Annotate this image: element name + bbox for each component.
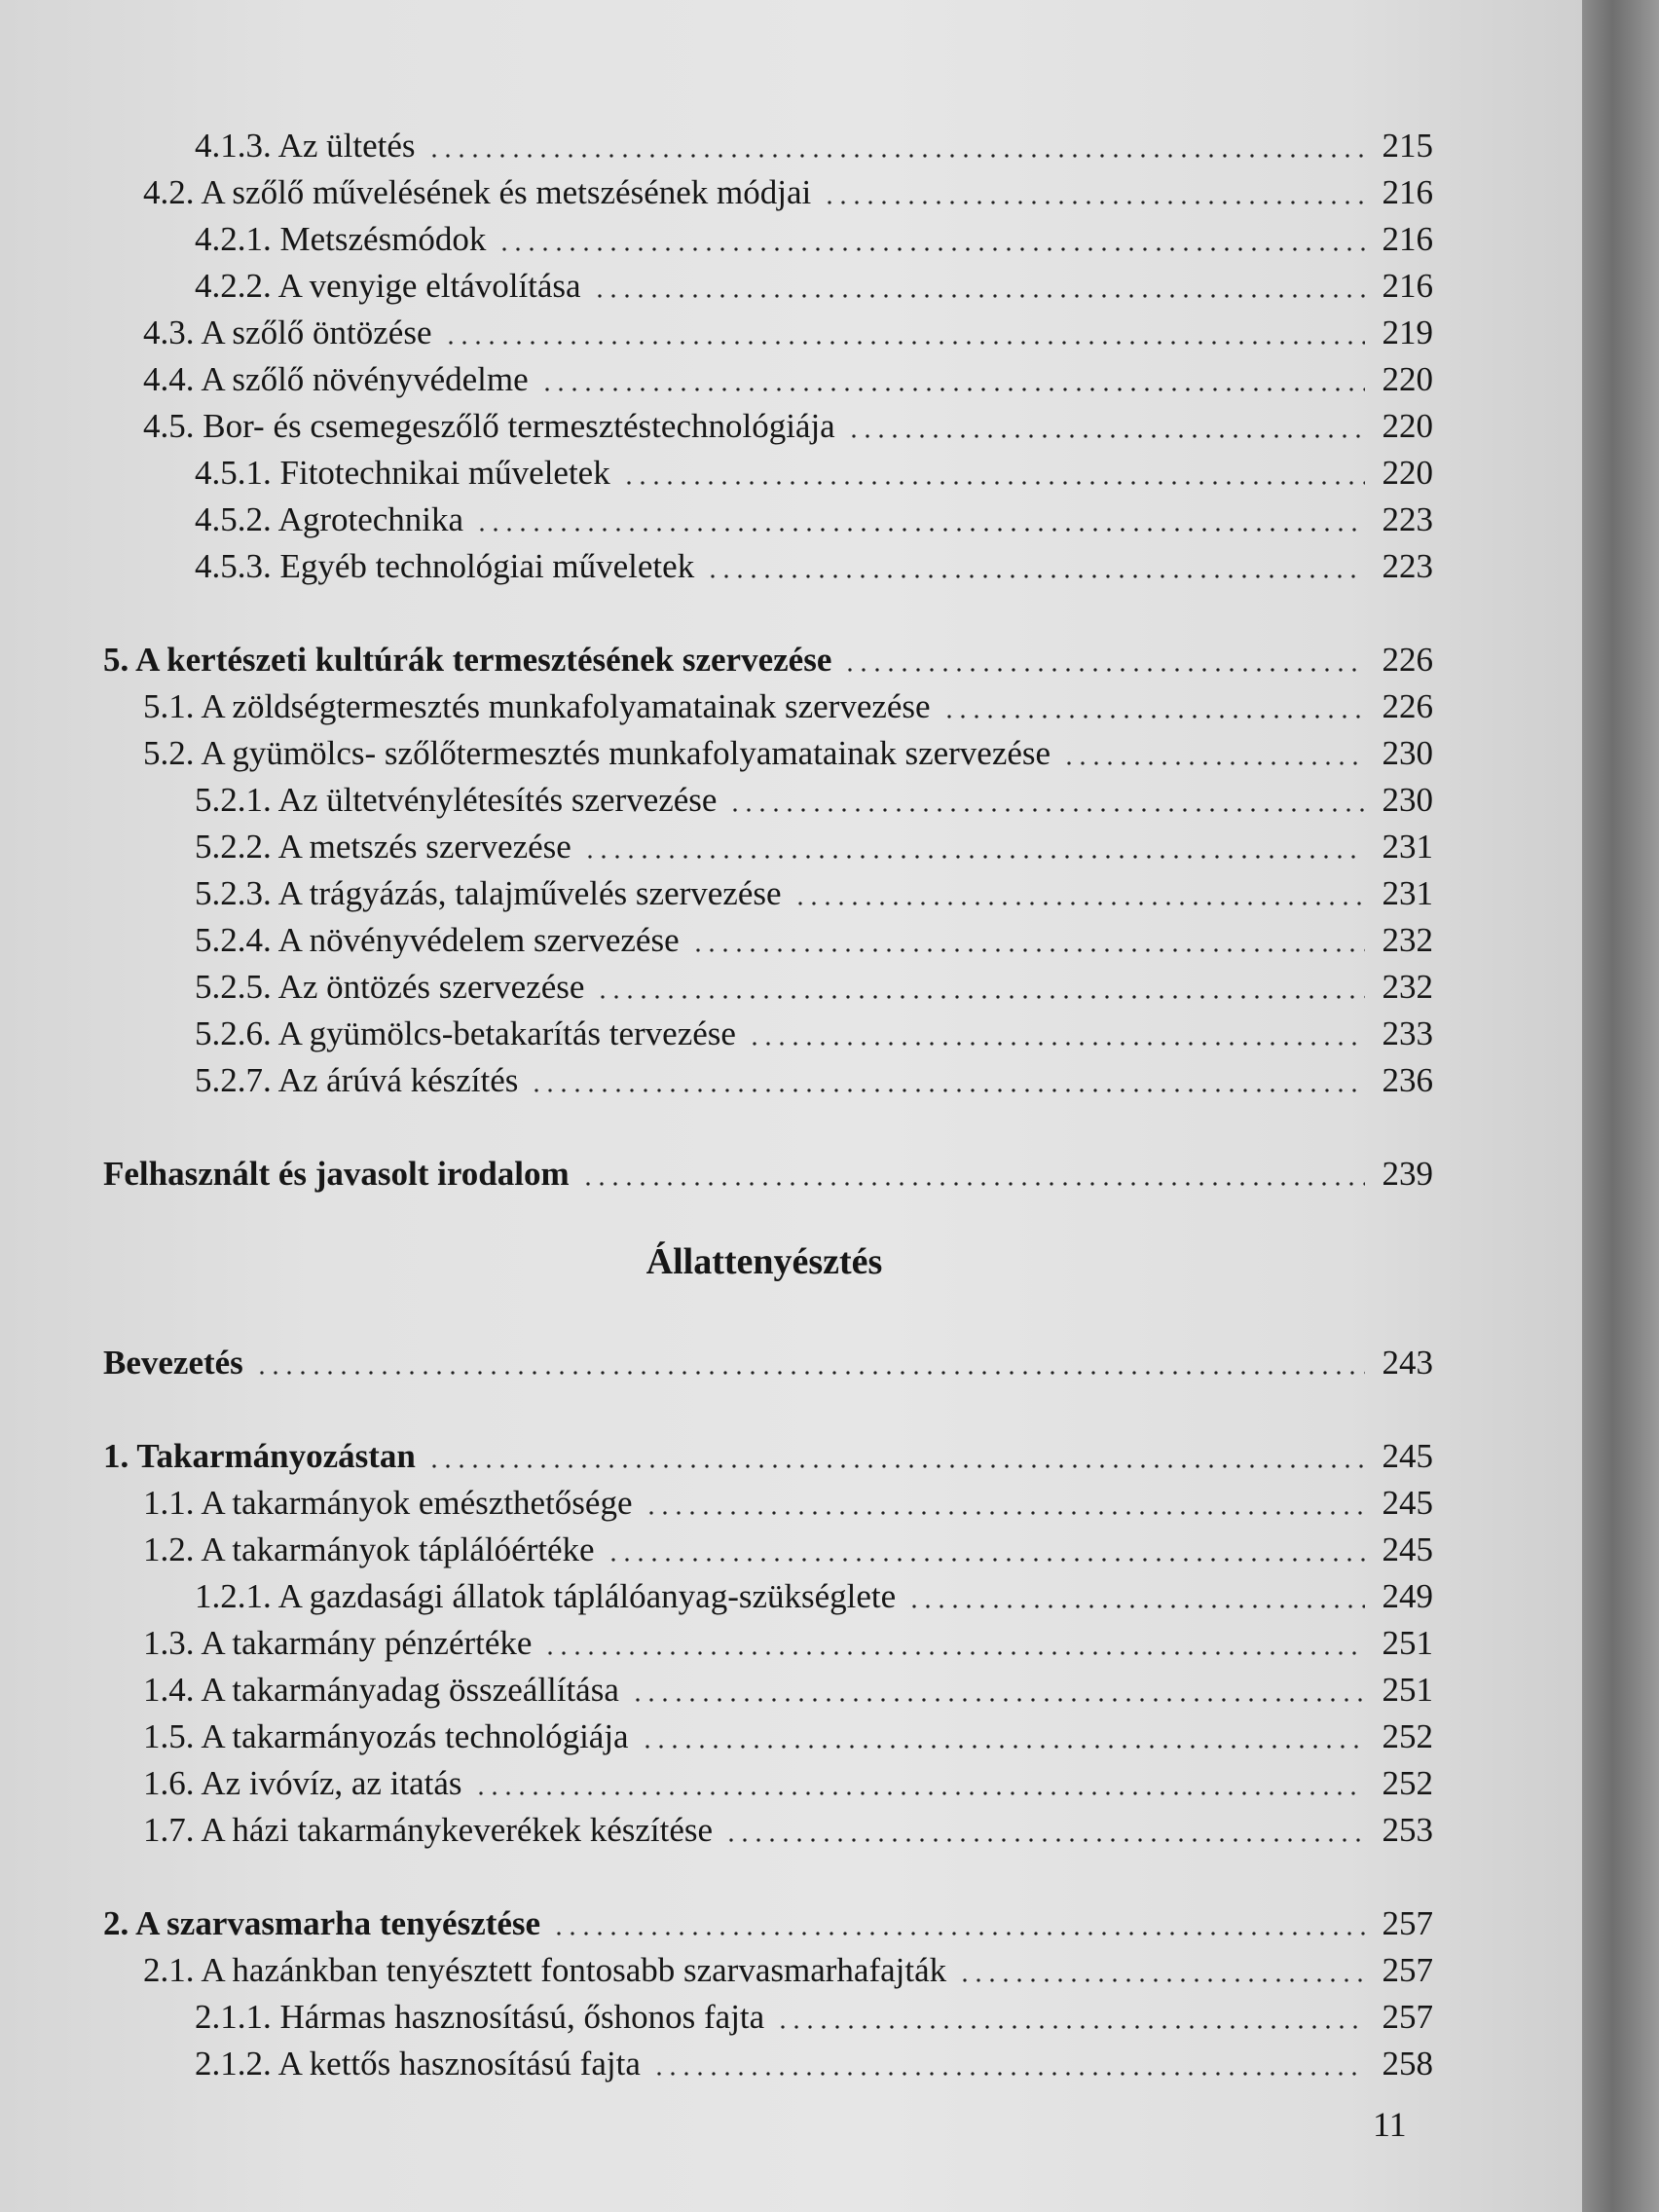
- dot-leader: [543, 1650, 1365, 1656]
- toc-entry-title: 4.2. A szőlő művelésének és metszésének módjai: [143, 173, 812, 211]
- toc-entry: [143, 1715, 1433, 1758]
- dot-leader: [641, 1744, 1365, 1750]
- toc-entry-title: 4.2.1. Metszésmódok: [195, 220, 487, 258]
- dot-leader: [474, 1790, 1365, 1796]
- toc-entry-page: 252: [1382, 1764, 1433, 1802]
- toc-entry-title: 1. Takarmányozástan: [103, 1437, 416, 1475]
- toc-entry-page: 216: [1382, 173, 1433, 211]
- dot-leader: [607, 1557, 1365, 1563]
- toc-entry: [195, 2043, 1433, 2085]
- toc-entry-title: 4.2.2. A venyige eltávolítása: [195, 267, 581, 305]
- toc-entry-title: 4.3. A szőlő öntözése: [143, 313, 432, 351]
- toc-entry-page: 251: [1382, 1671, 1433, 1709]
- dot-leader: [823, 200, 1365, 205]
- dot-leader: [583, 854, 1365, 860]
- toc-entry-page: 243: [1382, 1344, 1433, 1382]
- toc-entry: [143, 1482, 1433, 1525]
- toc-entry: [143, 1622, 1433, 1665]
- toc-entry: [195, 826, 1433, 868]
- toc-entry-title: 1.7. A házi takarmánykeverékek készítése: [143, 1811, 714, 1849]
- toc-entry-page: 257: [1382, 1998, 1433, 2036]
- toc-entry: [195, 452, 1433, 495]
- toc-entry-page: 230: [1382, 734, 1433, 772]
- toc-entry: [195, 1013, 1433, 1055]
- dot-leader: [843, 667, 1365, 673]
- toc-entry-page: 220: [1382, 407, 1433, 445]
- toc-entry: [143, 1669, 1433, 1712]
- toc-entry-title: 4.5.1. Fitotechnikai műveletek: [195, 454, 610, 492]
- dot-leader: [847, 433, 1365, 439]
- toc-entry-page: 232: [1382, 968, 1433, 1006]
- toc-entry: [143, 685, 1433, 728]
- toc-entry-page: 233: [1382, 1014, 1433, 1052]
- dot-leader: [728, 807, 1365, 813]
- dot-leader: [645, 1510, 1366, 1516]
- toc-entry-title: 5.1. A zöldségtermesztés munkafolyamatainak szervezése: [143, 687, 931, 725]
- dot-leader: [691, 947, 1365, 953]
- toc-entry-page: 215: [1382, 127, 1433, 165]
- toc-entry-page: 226: [1382, 641, 1433, 679]
- toc-entry-page: 220: [1382, 360, 1433, 398]
- dot-leader: [596, 994, 1365, 1000]
- toc-entry: [103, 1902, 1433, 1945]
- toc-entry-page: 232: [1382, 921, 1433, 959]
- toc-entry-page: 231: [1382, 874, 1433, 912]
- dot-leader: [748, 1041, 1365, 1047]
- toc-entry-page: 230: [1382, 781, 1433, 819]
- toc-entry-page: 245: [1382, 1530, 1433, 1568]
- dot-leader: [942, 714, 1365, 719]
- toc-entry: [195, 218, 1433, 261]
- toc-entry-title: Bevezetés: [103, 1344, 243, 1382]
- toc-entry-page: 251: [1382, 1624, 1433, 1662]
- toc-entry-page: 253: [1382, 1811, 1433, 1849]
- book-binding: [1582, 0, 1659, 2212]
- toc-entry-page: 245: [1382, 1484, 1433, 1522]
- toc-entry-title: 1.2.1. A gazdasági állatok táplálóanyag-szükséglete: [195, 1577, 897, 1615]
- toc-entry: [143, 1529, 1433, 1571]
- toc-entry-title: 4.4. A szőlő növényvédelme: [143, 360, 529, 398]
- dot-leader: [907, 1604, 1365, 1609]
- toc-entry-page: 249: [1382, 1577, 1433, 1615]
- toc-entry-page: 236: [1382, 1061, 1433, 1099]
- toc-entry: [103, 1435, 1433, 1478]
- dot-leader: [540, 387, 1365, 392]
- toc-entry: [143, 405, 1433, 448]
- toc-entry-page: 216: [1382, 220, 1433, 258]
- dot-leader: [552, 1931, 1365, 1936]
- toc-entry-title: 5. A kertészeti kultúrák termesztésének szervezése: [103, 641, 832, 679]
- toc-entry-title: 1.6. Az ivóvíz, az itatás: [143, 1764, 462, 1802]
- toc-entry-page: 257: [1382, 1904, 1433, 1942]
- toc-entry: [143, 358, 1433, 401]
- toc-entry: [195, 779, 1433, 822]
- toc-entry-page: 219: [1382, 313, 1433, 351]
- toc-entry-title: 4.5. Bor- és csemegeszőlő termesztéstechnológiája: [143, 407, 835, 445]
- toc-entry: [103, 1342, 1433, 1384]
- toc-entry-title: 2.1. A hazánkban tenyésztett fontosabb szarvasmarhafajták: [143, 1951, 947, 1989]
- toc-entry: [143, 1949, 1433, 1992]
- toc-entry-title: 1.3. A takarmány pénzértéke: [143, 1624, 533, 1662]
- toc-entry: [195, 919, 1433, 962]
- toc-entry-title: 5.2.1. Az ültetvénylétesítés szervezése: [195, 781, 718, 819]
- toc-entry-page: 231: [1382, 828, 1433, 866]
- toc-entry-title: 2. A szarvasmarha tenyésztése: [103, 1904, 541, 1942]
- dot-leader: [444, 340, 1366, 346]
- toc-entry: [195, 125, 1433, 167]
- toc-entry: [143, 1762, 1433, 1805]
- toc-entry-page: 223: [1382, 500, 1433, 538]
- toc-entry-page: 216: [1382, 267, 1433, 305]
- toc-entry-page: 226: [1382, 687, 1433, 725]
- dot-leader: [475, 527, 1365, 533]
- toc-entry: [195, 265, 1433, 308]
- toc-entry-title: 1.2. A takarmányok táplálóértéke: [143, 1530, 595, 1568]
- dot-leader: [581, 1181, 1365, 1187]
- toc-entry-title: 5.2.5. Az öntözés szervezése: [195, 968, 585, 1006]
- toc-entry-title: 4.5.3. Egyéb technológiai műveletek: [195, 547, 695, 585]
- toc-entry: [143, 171, 1433, 214]
- dot-leader: [724, 1837, 1365, 1843]
- toc-entry: [143, 732, 1433, 775]
- dot-leader: [706, 573, 1365, 579]
- toc-entry-title: 1.1. A takarmányok emészthetősége: [143, 1484, 633, 1522]
- toc-entry-title: 4.1.3. Az ültetés: [195, 127, 416, 165]
- toc-entry-title: 1.5. A takarmányozás technológiája: [143, 1717, 629, 1755]
- toc-entry: [143, 1809, 1433, 1852]
- toc-entry-title: 2.1.1. Hármas hasznosítású, őshonos fajta: [195, 1998, 765, 2036]
- dot-leader: [593, 293, 1365, 299]
- toc-entry: [195, 545, 1433, 588]
- dot-leader: [427, 1463, 1365, 1469]
- toc-entry: [195, 1575, 1433, 1618]
- toc-entry-page: 252: [1382, 1717, 1433, 1755]
- toc-entry-title: 5.2.4. A növényvédelem szervezése: [195, 921, 680, 959]
- toc-entry-page: 258: [1382, 2045, 1433, 2083]
- toc-entry-title: 5.2. A gyümölcs- szőlőtermesztés munkafolyamatainak szervezése: [143, 734, 1051, 772]
- dot-leader: [498, 246, 1365, 252]
- dot-leader: [776, 2024, 1365, 2030]
- section-title: Állattenyésztés: [645, 1241, 883, 1282]
- dot-leader: [652, 2071, 1365, 2077]
- page-number: 11: [1373, 2105, 1407, 2144]
- dot-leader: [530, 1088, 1365, 1093]
- toc-entry: [195, 966, 1433, 1009]
- toc-entry-title: 1.4. A takarmányadag összeállítása: [143, 1671, 619, 1709]
- dot-leader: [958, 1977, 1365, 1983]
- toc-entry: [195, 498, 1433, 541]
- toc-entry-title: 2.1.2. A kettős hasznosítású fajta: [195, 2045, 641, 2083]
- toc-entry-title: 5.2.6. A gyümölcs-betakarítás tervezése: [195, 1014, 736, 1052]
- dot-leader: [255, 1370, 1365, 1376]
- dot-leader: [622, 480, 1365, 486]
- toc-entry: [143, 312, 1433, 354]
- toc-entry-title: 5.2.7. Az árúvá készítés: [195, 1061, 519, 1099]
- toc-entry-page: 239: [1382, 1155, 1433, 1193]
- dot-leader: [1062, 760, 1365, 766]
- dot-leader: [793, 901, 1365, 906]
- toc-entry: [195, 1996, 1433, 2039]
- toc-entry: [195, 872, 1433, 915]
- toc-entry-page: 223: [1382, 547, 1433, 585]
- toc-entry: [195, 1059, 1433, 1102]
- toc-entry-title: 5.2.3. A trágyázás, talajművelés szervezése: [195, 874, 782, 912]
- toc-entry-title: 4.5.2. Agrotechnika: [195, 500, 464, 538]
- toc-entry: [103, 639, 1433, 682]
- toc-entry-title: Felhasznált és javasolt irodalom: [103, 1155, 570, 1193]
- dot-leader: [631, 1697, 1365, 1703]
- toc-entry: [103, 1153, 1433, 1196]
- toc-entry-title: 5.2.2. A metszés szervezése: [195, 828, 571, 866]
- toc-entry-page: 245: [1382, 1437, 1433, 1475]
- toc-entry-page: 257: [1382, 1951, 1433, 1989]
- toc-entry-page: 220: [1382, 454, 1433, 492]
- dot-leader: [427, 153, 1366, 159]
